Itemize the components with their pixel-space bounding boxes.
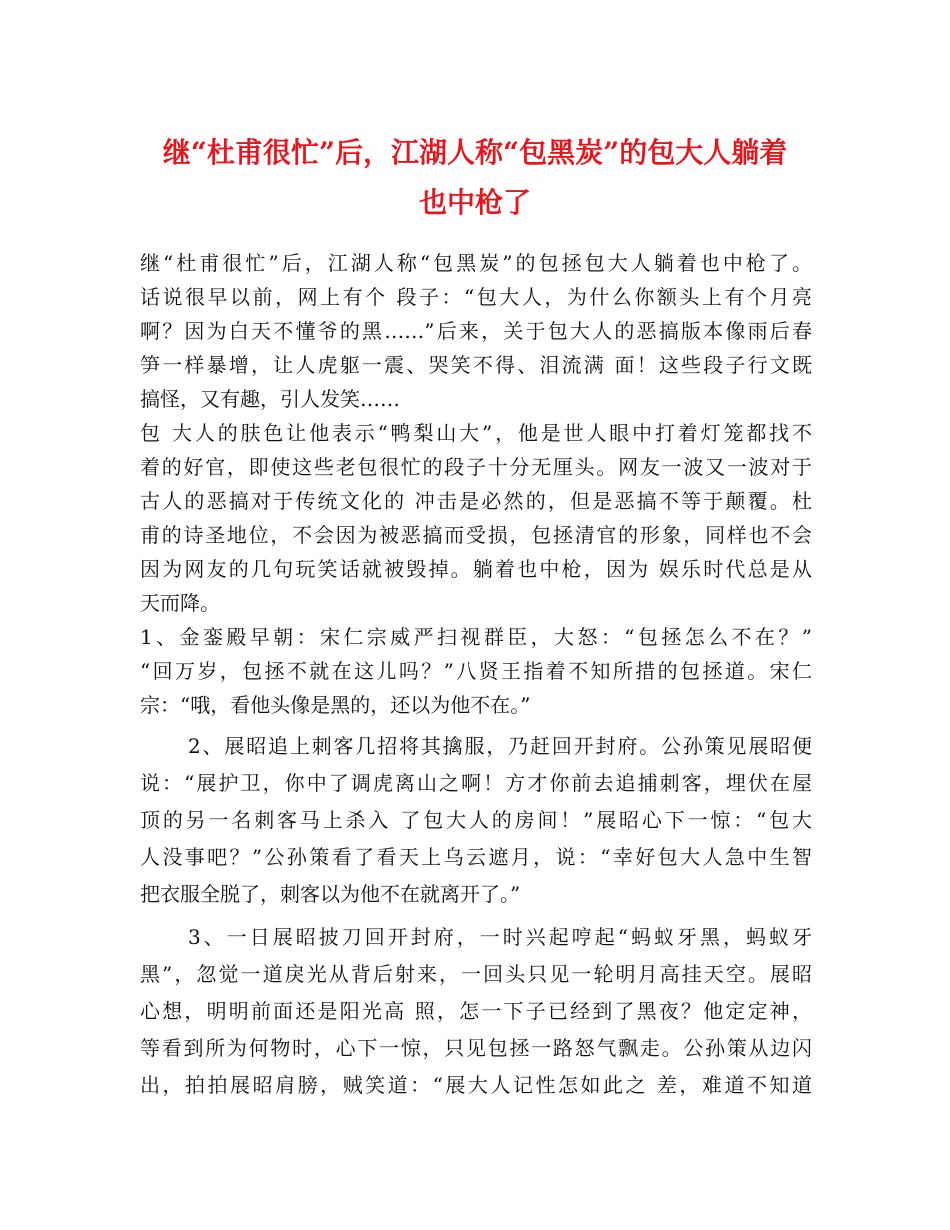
text-line: 顶的另一名刺客马上杀入 了包大人的房间！”展昭心下一惊：“包大 [140,808,812,832]
text-line: 心想，明明前面还是阳光高 照，怎一下子已经到了黑夜？他定定神， [140,999,812,1023]
text-line: 包 大人的肤色让他表示“鸭梨山大”，他是世人眼中打着灯笼都找不 [140,421,812,445]
text-line: 古人的恶搞对于传统文化的 冲击是必然的，但是恶搞不等于颠覆。杜 [140,489,812,513]
text-line: 话说很早以前，网上有个 段子：“包大人，为什么你额头上有个月亮 [140,285,812,309]
text-line: 等看到所为何物时，心下一惊，只见包拯一路怒气飘走。公孙策从边闪 [140,1036,812,1060]
paragraph-joke-2 [140,728,812,913]
paragraph-intro [140,246,812,416]
paragraph-joke-3 [140,919,812,1104]
text-line: 出，拍拍展昭肩膀，贼笑道：“展大人记性怎如此之 差，难道不知道 [140,1073,812,1097]
text-line: 人没事吧？”公孙策看了看天上乌云遮月，说：“幸好包大人急中生智 [140,845,812,869]
text-line: 搞怪，又有趣，引人发笑…… [140,387,400,411]
text-line: 天而降。 [140,591,220,615]
text-line: 3、一日展昭披刀回开封府，一时兴起哼起“蚂蚁牙黑，蚂蚁牙 [188,925,812,949]
text-line: 笋一样暴增，让人虎躯一震、哭笑不得、泪流满 面！这些段子行文既 [140,353,812,377]
title-line-1: 继“杜甫很忙”后，江湖人称“包黑炭”的包大人躺着 [162,136,788,169]
text-line: 说：“展护卫，你中了调虎离山之啊！方才你前去追捕刺客，埋伏在屋 [140,771,812,795]
text-line: 黑”，忽觉一道戾光从背后射来，一回头只见一轮明月高挂天空。展昭 [140,962,812,986]
text-line: 着的好官，即使这些老包很忙的段子十分无厘头。网友一波又一波对于 [140,455,812,479]
text-line: 啊？因为白天不懂爷的黑……”后来，关于包大人的恶搞版本像雨后春 [140,319,812,343]
text-line: 继“杜甫很忙”后，江湖人称“包黑炭”的包拯包大人躺着也中枪了。 [140,251,812,275]
text-line: 2、展昭追上刺客几招将其擒服，乃赶回开封府。公孙策见展昭便 [188,734,812,758]
text-line: 1、金銮殿早朝：宋仁宗威严扫视群臣，大怒：“包拯怎么不在？” [140,625,812,649]
paragraph-joke-1 [140,620,812,722]
paragraph-commentary [140,416,812,620]
text-line: “回万岁，包拯不就在这儿吗？”八贤王指着不知所措的包拯道。宋仁 [140,659,812,683]
document-body [140,246,812,1104]
text-line: 把衣服全脱了，刺客以为他不在就离开了。” [140,882,521,906]
text-line: 宗：“哦，看他头像是黑的，还以为他不在。” [140,693,531,717]
text-line: 甫的诗圣地位，不会因为被恶搞而受损，包拯清官的形象，同样也不会 [140,523,812,547]
document-title [120,128,830,228]
title-line-2: 也中枪了 [418,186,531,219]
text-line: 因为网友的几句玩笑话就被毁掉。躺着也中枪，因为 娱乐时代总是从 [140,557,812,581]
